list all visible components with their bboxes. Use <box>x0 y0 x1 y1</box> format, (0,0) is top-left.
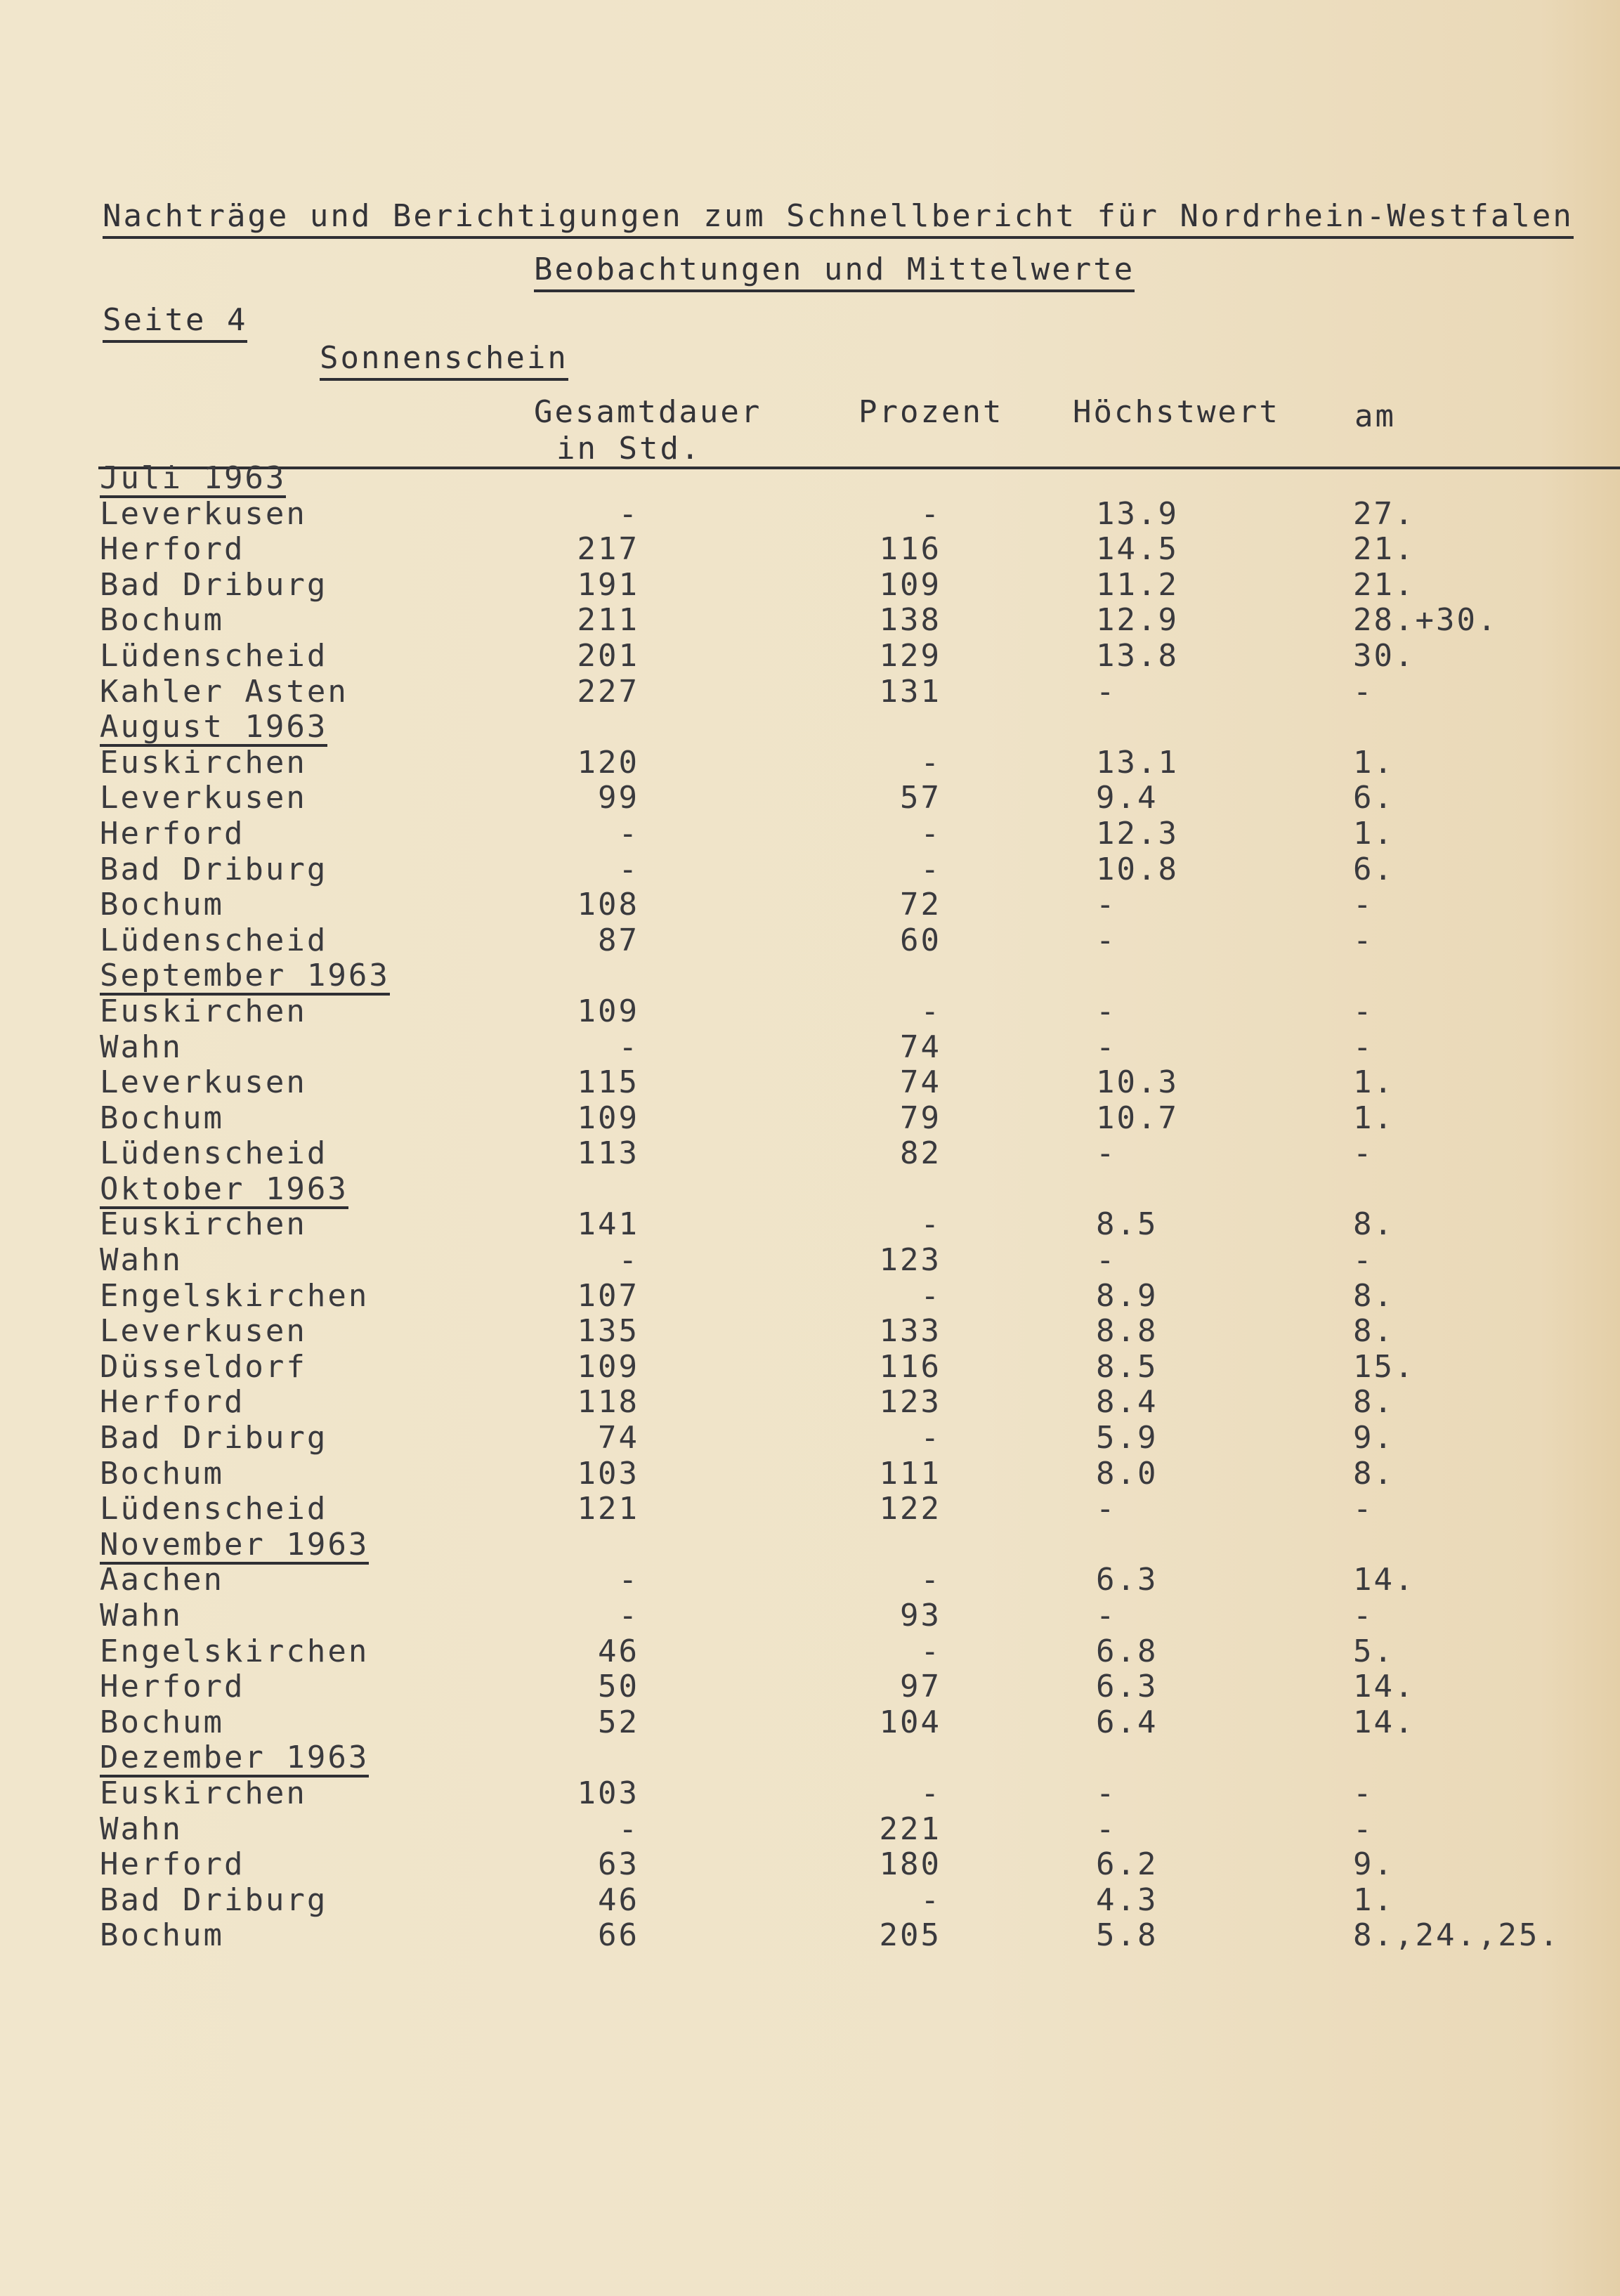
gesamtdauer-value: 50 <box>598 1669 639 1705</box>
station-name: Leverkusen <box>100 1313 307 1350</box>
hoechstwert-value: - <box>1096 1811 1117 1847</box>
station-name: Lüdenscheid <box>100 1135 328 1172</box>
hoechstwert-value: 11.2 <box>1096 566 1179 603</box>
station-name: Düsseldorf <box>100 1348 307 1385</box>
station-name: Euskirchen <box>100 993 307 1029</box>
gesamtdauer-value: 118 <box>577 1384 639 1421</box>
hoechstwert-value: 8.5 <box>1096 1206 1158 1243</box>
am-value: 14. <box>1353 1562 1416 1598</box>
gesamtdauer-value: 46 <box>598 1881 639 1918</box>
gesamtdauer-value: 74 <box>598 1420 639 1456</box>
gesamtdauer-value: 66 <box>598 1917 639 1954</box>
table-row <box>0 1101 1620 1137</box>
section-title: Sonnenschein <box>320 343 568 381</box>
station-name: Herford <box>100 815 245 852</box>
station-name: Engelskirchen <box>100 1277 370 1314</box>
gesamtdauer-value: 135 <box>577 1313 639 1350</box>
table-row <box>0 745 1620 781</box>
prozent-value: - <box>920 1562 941 1598</box>
month-heading <box>100 461 286 498</box>
hoechstwert-value: 8.4 <box>1096 1384 1158 1421</box>
station-name: Wahn <box>100 1598 183 1633</box>
gesamtdauer-value: 113 <box>577 1135 639 1172</box>
station-name: Bad Driburg <box>100 1420 328 1456</box>
prozent-value: 180 <box>879 1846 941 1883</box>
am-value: 14. <box>1353 1669 1416 1705</box>
hoechstwert-value: 6.2 <box>1096 1846 1158 1883</box>
gesamtdauer-value: 99 <box>598 780 639 816</box>
gesamtdauer-value: 52 <box>598 1704 639 1740</box>
prozent-value: 116 <box>879 1348 941 1385</box>
gesamtdauer-value: 227 <box>577 673 639 710</box>
hoechstwert-value: - <box>1096 1135 1117 1172</box>
table-row <box>0 568 1620 604</box>
table-row <box>0 1243 1620 1279</box>
table-row <box>0 1136 1620 1172</box>
table-row <box>0 1705 1620 1741</box>
station-name: Bochum <box>100 1100 224 1136</box>
table-row <box>0 887 1620 923</box>
am-value: 15. <box>1353 1348 1416 1385</box>
prozent-value: 57 <box>900 780 941 816</box>
table-row <box>0 781 1620 816</box>
am-value: 1. <box>1353 1064 1394 1101</box>
prozent-value: 111 <box>879 1455 941 1492</box>
am-value: 1. <box>1353 815 1394 852</box>
station-name: Engelskirchen <box>100 1633 370 1669</box>
prozent-value: 116 <box>879 531 941 568</box>
table-row <box>0 1883 1620 1919</box>
am-value: 8.,24.,25. <box>1353 1917 1560 1954</box>
am-value: 21. <box>1353 566 1416 603</box>
am-value: - <box>1353 1811 1374 1847</box>
table-row <box>0 1847 1620 1883</box>
gesamtdauer-value: 103 <box>577 1455 639 1492</box>
am-value: - <box>1353 922 1374 958</box>
hoechstwert-value: - <box>1096 1029 1117 1065</box>
column-header-gesamtdauer-unit: in Std. <box>556 431 702 467</box>
hoechstwert-value: 5.8 <box>1096 1917 1158 1954</box>
station-name: Bochum <box>100 1455 224 1492</box>
station-name: Lüdenscheid <box>100 922 328 958</box>
month-heading-row <box>0 958 1620 994</box>
month-heading <box>100 710 327 747</box>
column-header-am: am <box>1354 398 1396 434</box>
hoechstwert-value: 10.3 <box>1096 1064 1179 1101</box>
month-heading-row <box>0 461 1620 497</box>
document-title: Nachträge und Berichtigungen zum Schnellbericht für Nordrhein-Westfalen <box>103 201 1574 239</box>
column-header-hoechstwert: Höchstwert <box>1073 394 1280 430</box>
hoechstwert-value: - <box>1096 1775 1117 1811</box>
prozent-value: 104 <box>879 1704 941 1740</box>
gesamtdauer-value: - <box>618 851 639 887</box>
column-header-prozent: Prozent <box>858 394 1004 430</box>
station-name: Herford <box>100 531 245 568</box>
table-row <box>0 852 1620 888</box>
gesamtdauer-value: 211 <box>577 602 639 639</box>
gesamtdauer-value: 108 <box>577 887 639 923</box>
am-value: 6. <box>1353 851 1394 887</box>
prozent-value: - <box>920 1277 941 1314</box>
prozent-value: - <box>920 495 941 532</box>
hoechstwert-value: 6.3 <box>1096 1562 1158 1598</box>
hoechstwert-value: - <box>1096 922 1117 958</box>
station-name: Bad Driburg <box>100 566 328 603</box>
hoechstwert-value: 8.8 <box>1096 1313 1158 1350</box>
prozent-value: - <box>920 851 941 887</box>
prozent-value: 205 <box>879 1917 941 1954</box>
prozent-value: 129 <box>879 637 941 674</box>
gesamtdauer-value: 201 <box>577 637 639 674</box>
month-heading <box>100 1527 369 1565</box>
am-value: 1. <box>1353 1100 1394 1136</box>
prozent-value: 109 <box>879 566 941 603</box>
hoechstwert-value: 5.9 <box>1096 1420 1158 1456</box>
am-value: 8. <box>1353 1455 1394 1492</box>
hoechstwert-value: 6.4 <box>1096 1704 1158 1740</box>
gesamtdauer-value: - <box>618 1562 639 1598</box>
month-label: September 1963 <box>100 960 390 996</box>
am-value: 8. <box>1353 1277 1394 1314</box>
station-name: Herford <box>100 1669 245 1705</box>
hoechstwert-value: 9.4 <box>1096 780 1158 816</box>
table-row <box>0 1634 1620 1670</box>
am-value: 14. <box>1353 1704 1416 1740</box>
am-value: 28.+30. <box>1353 602 1498 639</box>
prozent-value: 97 <box>900 1669 941 1705</box>
gesamtdauer-value: - <box>618 1811 639 1847</box>
hoechstwert-value: 10.8 <box>1096 851 1179 887</box>
station-name: Herford <box>100 1384 245 1421</box>
am-value: 1. <box>1353 1881 1394 1918</box>
hoechstwert-value: - <box>1096 993 1117 1029</box>
prozent-value: 123 <box>879 1384 941 1421</box>
table-row <box>0 1776 1620 1812</box>
gesamtdauer-value: 141 <box>577 1206 639 1243</box>
am-value: - <box>1353 1775 1374 1811</box>
page-reference: Seite 4 <box>103 305 247 343</box>
table-row <box>0 1598 1620 1634</box>
gesamtdauer-value: - <box>618 1598 639 1633</box>
table-row <box>0 1065 1620 1101</box>
table-row <box>0 1385 1620 1421</box>
station-name: Aachen <box>100 1562 224 1598</box>
am-value: 5. <box>1353 1633 1394 1669</box>
column-header-gesamtdauer: Gesamtdauer <box>534 394 762 430</box>
gesamtdauer-value: 121 <box>577 1491 639 1527</box>
month-heading-row <box>0 710 1620 745</box>
prozent-value: - <box>920 1881 941 1918</box>
month-label: November 1963 <box>100 1529 369 1565</box>
hoechstwert-value: - <box>1096 1242 1117 1279</box>
prozent-value: 122 <box>879 1491 941 1527</box>
gesamtdauer-value: 107 <box>577 1277 639 1314</box>
gesamtdauer-value: - <box>618 495 639 532</box>
table-row <box>0 674 1620 710</box>
station-name: Bochum <box>100 1917 224 1954</box>
table-row <box>0 994 1620 1030</box>
station-name: Leverkusen <box>100 780 307 816</box>
table-row <box>0 1030 1620 1066</box>
prozent-value: 131 <box>879 673 941 710</box>
station-name: Euskirchen <box>100 744 307 781</box>
prozent-value: - <box>920 815 941 852</box>
table-row <box>0 816 1620 852</box>
hoechstwert-value: 13.9 <box>1096 495 1179 532</box>
table-row <box>0 1279 1620 1315</box>
am-value: - <box>1353 673 1374 710</box>
gesamtdauer-value: - <box>618 1029 639 1065</box>
gesamtdauer-value: 109 <box>577 1348 639 1385</box>
gesamtdauer-value: 115 <box>577 1064 639 1101</box>
table-row <box>0 1207 1620 1243</box>
prozent-value: 138 <box>879 602 941 639</box>
station-name: Bad Driburg <box>100 1881 328 1918</box>
hoechstwert-value: 6.8 <box>1096 1633 1158 1669</box>
am-value: - <box>1353 1242 1374 1279</box>
table-row <box>0 1669 1620 1705</box>
hoechstwert-value: 13.1 <box>1096 744 1179 781</box>
gesamtdauer-value: 120 <box>577 744 639 781</box>
am-value: 27. <box>1353 495 1416 532</box>
station-name: Bochum <box>100 887 224 923</box>
month-heading-row <box>0 1172 1620 1208</box>
hoechstwert-value: 12.3 <box>1096 815 1179 852</box>
prozent-value: 72 <box>900 887 941 923</box>
am-value: - <box>1353 887 1374 923</box>
hoechstwert-value: 10.7 <box>1096 1100 1179 1136</box>
month-heading <box>100 1740 369 1778</box>
prozent-value: 123 <box>879 1242 941 1279</box>
month-heading <box>100 1172 348 1209</box>
station-name: Leverkusen <box>100 495 307 532</box>
prozent-value: 93 <box>900 1598 941 1633</box>
table-row <box>0 532 1620 568</box>
hoechstwert-value: 8.5 <box>1096 1348 1158 1385</box>
gesamtdauer-value: - <box>618 1242 639 1279</box>
station-name: Euskirchen <box>100 1206 307 1243</box>
table-row <box>0 1350 1620 1385</box>
hoechstwert-value: - <box>1096 1598 1117 1633</box>
am-value: - <box>1353 1598 1374 1633</box>
station-name: Herford <box>100 1846 245 1883</box>
am-value: 21. <box>1353 531 1416 568</box>
data-table <box>0 461 1620 1954</box>
table-row <box>0 1314 1620 1350</box>
am-value: - <box>1353 1029 1374 1065</box>
gesamtdauer-value: 217 <box>577 531 639 568</box>
am-value: - <box>1353 993 1374 1029</box>
station-name: Wahn <box>100 1811 183 1847</box>
hoechstwert-value: 12.9 <box>1096 602 1179 639</box>
prozent-value: 133 <box>879 1313 941 1350</box>
gesamtdauer-value: 109 <box>577 993 639 1029</box>
gesamtdauer-value: 63 <box>598 1846 639 1883</box>
station-name: Euskirchen <box>100 1775 307 1811</box>
table-row <box>0 639 1620 674</box>
am-value: 8. <box>1353 1206 1394 1243</box>
station-name: Wahn <box>100 1242 183 1279</box>
station-name: Leverkusen <box>100 1064 307 1101</box>
month-label: Dezember 1963 <box>100 1742 369 1778</box>
month-label: Juli 1963 <box>100 463 286 498</box>
month-heading <box>100 958 390 996</box>
station-name: Lüdenscheid <box>100 637 328 674</box>
prozent-value: - <box>920 1775 941 1811</box>
table-row <box>0 1812 1620 1848</box>
hoechstwert-value: 8.0 <box>1096 1455 1158 1492</box>
month-label: Oktober 1963 <box>100 1174 348 1209</box>
am-value: 9. <box>1353 1420 1394 1456</box>
station-name: Wahn <box>100 1029 183 1065</box>
am-value: 8. <box>1353 1384 1394 1421</box>
station-name: Bochum <box>100 602 224 639</box>
hoechstwert-value: 14.5 <box>1096 531 1179 568</box>
hoechstwert-value: - <box>1096 1491 1117 1527</box>
prozent-value: 74 <box>900 1029 941 1065</box>
am-value: - <box>1353 1135 1374 1172</box>
table-row <box>0 923 1620 959</box>
hoechstwert-value: 4.3 <box>1096 1881 1158 1918</box>
am-value: 8. <box>1353 1313 1394 1350</box>
month-heading-row <box>0 1740 1620 1776</box>
prozent-value: 82 <box>900 1135 941 1172</box>
station-name: Bochum <box>100 1704 224 1740</box>
table-row <box>0 1918 1620 1954</box>
prozent-value: - <box>920 1206 941 1243</box>
prozent-value: 60 <box>900 922 941 958</box>
am-value: 1. <box>1353 744 1394 781</box>
table-row <box>0 1563 1620 1598</box>
table-row <box>0 1492 1620 1527</box>
hoechstwert-value: - <box>1096 887 1117 923</box>
station-name: Lüdenscheid <box>100 1491 328 1527</box>
gesamtdauer-value: 46 <box>598 1633 639 1669</box>
prozent-value: 221 <box>879 1811 941 1847</box>
table-row <box>0 1456 1620 1492</box>
hoechstwert-value: 6.3 <box>1096 1669 1158 1705</box>
document-subtitle: Beobachtungen und Mittelwerte <box>534 254 1135 292</box>
prozent-value: - <box>920 744 941 781</box>
gesamtdauer-value: 103 <box>577 1775 639 1811</box>
table-row <box>0 603 1620 639</box>
month-heading-row <box>0 1527 1620 1563</box>
gesamtdauer-value: - <box>618 815 639 852</box>
gesamtdauer-value: 87 <box>598 922 639 958</box>
prozent-value: - <box>920 1420 941 1456</box>
hoechstwert-value: 13.8 <box>1096 637 1179 674</box>
am-value: - <box>1353 1491 1374 1527</box>
gesamtdauer-value: 109 <box>577 1100 639 1136</box>
prozent-value: - <box>920 993 941 1029</box>
station-name: Bad Driburg <box>100 851 328 887</box>
prozent-value: - <box>920 1633 941 1669</box>
prozent-value: 74 <box>900 1064 941 1101</box>
gesamtdauer-value: 191 <box>577 566 639 603</box>
month-label: August 1963 <box>100 712 327 747</box>
prozent-value: 79 <box>900 1100 941 1136</box>
am-value: 6. <box>1353 780 1394 816</box>
am-value: 30. <box>1353 637 1416 674</box>
table-row <box>0 1421 1620 1456</box>
station-name: Kahler Asten <box>100 673 348 710</box>
hoechstwert-value: 8.9 <box>1096 1277 1158 1314</box>
hoechstwert-value: - <box>1096 673 1117 710</box>
am-value: 9. <box>1353 1846 1394 1883</box>
table-row <box>0 497 1620 533</box>
